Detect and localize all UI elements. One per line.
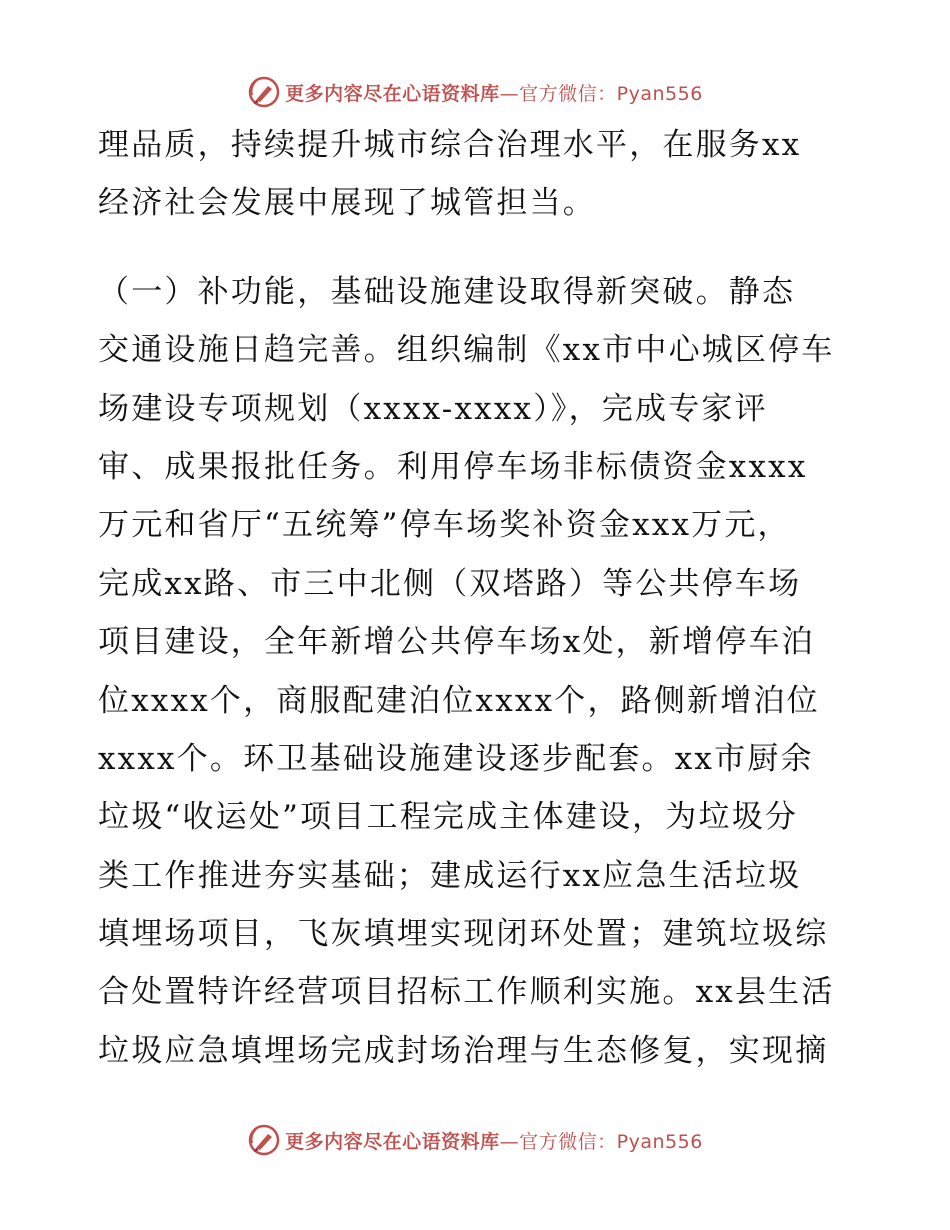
text-line: 交通设施日趋完善。组织编制《xx市中心城区停车 — [98, 332, 835, 369]
text-line: xxxx个。环卫基础设施建设逐步配套。xx市厨余 — [98, 740, 814, 777]
watermark-separator: — — [499, 1130, 520, 1153]
text-line: 垃圾应急填埋场完成封场治理与生态修复，实现摘 — [98, 1032, 829, 1069]
watermark-banner-top — [0, 72, 950, 112]
watermark-tail: 官方微信：Pyan556 — [519, 1130, 703, 1153]
pen-logo-icon — [247, 75, 281, 109]
text-line: 合处置特许经营项目招标工作顺利实施。xx县生活 — [98, 974, 835, 1011]
text-line: 审、成果报批任务。利用停车场非标债资金xxxx — [98, 448, 808, 485]
watermark-lead: 更多内容尽在心语资料库 — [285, 1130, 500, 1153]
text-line: 项目建设，全年新增公共停车场x处，新增停车泊 — [98, 624, 815, 661]
text-line: 垃圾“收运处”项目工程完成主体建设，为垃圾分 — [98, 799, 799, 836]
document-body — [98, 116, 858, 1080]
text-line: 场建设专项规划（xxxx-xxxx）》，完成专家评 — [98, 390, 768, 427]
text-line: 位xxxx个，商服配建泊位xxxx个，路侧新增泊位 — [98, 682, 820, 719]
pen-logo-icon — [247, 1123, 281, 1157]
text-line: 完成xx路、市三中北侧（双塔路）等公共停车场 — [98, 565, 802, 602]
paragraph — [98, 116, 858, 233]
text-line: 万元和省厅“五统筹”停车场奖补资金xxx万元， — [98, 507, 791, 544]
watermark-banner-bottom — [0, 1120, 950, 1160]
text-line: 类工作推进夯实基础；建成运行xx应急生活垃圾 — [98, 857, 802, 894]
text-line: （一）补功能，基础设施建设取得新突破。静态 — [98, 273, 796, 310]
text-line: 经济社会发展中展现了城管担当。 — [98, 185, 596, 222]
watermark-text — [285, 1127, 703, 1154]
watermark-separator: — — [499, 82, 520, 105]
watermark-lead: 更多内容尽在心语资料库 — [285, 82, 500, 105]
text-line: 理品质，持续提升城市综合治理水平，在服务xx — [98, 127, 802, 163]
paragraph — [98, 263, 858, 1080]
watermark-tail: 官方微信：Pyan556 — [519, 82, 703, 105]
text-line: 填埋场项目，飞灰填埋实现闭环处置；建筑垃圾综 — [98, 916, 829, 953]
watermark-text — [285, 79, 703, 106]
